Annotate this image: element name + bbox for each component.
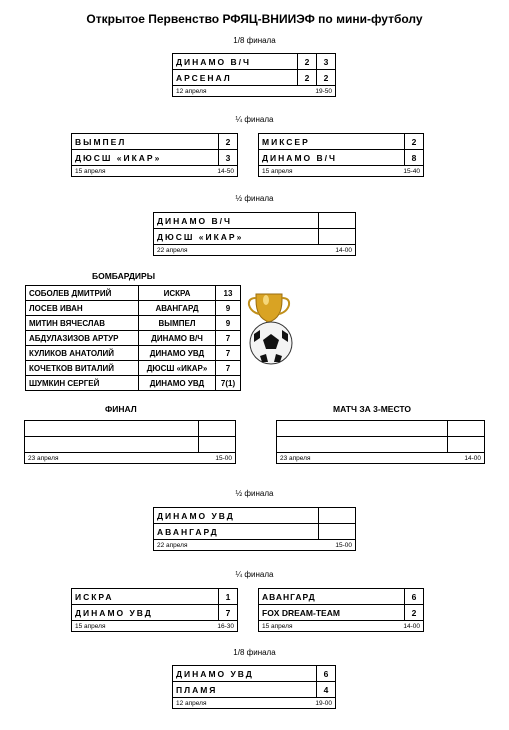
match-top-qf1 — [71, 133, 238, 177]
team-name: ВЫМПЕЛ — [72, 134, 219, 150]
team-name: МИКСЕР — [259, 134, 405, 150]
match-time: 15-40 — [403, 167, 420, 175]
team-name: АРСЕНАЛ — [173, 70, 298, 86]
score: 2 — [405, 134, 424, 150]
match-time: 14-00 — [335, 246, 352, 254]
scorers-table — [25, 285, 241, 391]
team-slot — [277, 437, 448, 453]
score: 7 — [219, 605, 238, 621]
scorer-goals: 7 — [216, 331, 241, 346]
match-time: 19-00 — [315, 699, 332, 707]
scorer-goals: 9 — [216, 301, 241, 316]
score: 2 — [405, 605, 424, 621]
team-name: ДИНАМО УВД — [173, 666, 317, 682]
scorer-goals: 7(1) — [216, 376, 241, 391]
team-slot — [25, 437, 199, 453]
team-slot — [25, 421, 199, 437]
team-name: ДИНАМО В/Ч — [154, 213, 319, 229]
score — [319, 524, 356, 540]
match-bottom-r16 — [172, 665, 336, 709]
score: 8 — [405, 150, 424, 166]
soccer-ball-icon — [248, 320, 294, 366]
scorer-team: ДИНАМО УВД — [139, 346, 216, 361]
scorer-row — [26, 286, 241, 301]
team-name: ДИНАМО УВД — [72, 605, 219, 621]
match-bottom-qf2 — [258, 588, 424, 632]
match-date: 23 апреля — [28, 454, 59, 462]
final-label: ФИНАЛ — [105, 404, 137, 414]
score — [319, 229, 356, 245]
match-date: 15 апреля — [75, 167, 106, 175]
page-title: Открытое Первенство РФЯЦ-ВНИИЭФ по мини-футболу — [86, 12, 423, 26]
scorer-team: ДИНАМО УВД — [139, 376, 216, 391]
team-name: ИСКРА — [72, 589, 219, 605]
score — [448, 421, 485, 437]
scorers-header: БОМБАРДИРЫ — [92, 271, 156, 281]
score — [319, 213, 356, 229]
score — [319, 508, 356, 524]
team-name: ДЮСШ «ИКАР» — [154, 229, 319, 245]
score: 6 — [405, 589, 424, 605]
match-time: 14-00 — [403, 622, 420, 630]
score — [448, 437, 485, 453]
stage-label: 1/8 финала — [233, 36, 276, 45]
score: 2 — [298, 70, 317, 86]
team-name: ДИНАМО УВД — [154, 508, 319, 524]
scorer-goals: 13 — [216, 286, 241, 301]
score — [199, 421, 236, 437]
scorer-goals: 9 — [216, 316, 241, 331]
scorer-team: ВЫМПЕЛ — [139, 316, 216, 331]
scorer-row — [26, 301, 241, 316]
scorer-name: ШУМКИН СЕРГЕЙ — [26, 376, 139, 391]
stage-label: ¼ финала — [235, 115, 274, 124]
stage-label: ¼ финала — [235, 570, 274, 579]
stage-label: 1/8 финала — [233, 648, 276, 657]
score: 3 — [317, 54, 336, 70]
scorer-team: АВАНГАРД — [139, 301, 216, 316]
scorer-row — [26, 376, 241, 391]
match-date: 22 апреля — [157, 541, 188, 549]
match-time: 16-30 — [217, 622, 234, 630]
team-name: ДИНАМО В/Ч — [259, 150, 405, 166]
scorer-team: ДИНАМО В/Ч — [139, 331, 216, 346]
match-final — [24, 420, 236, 464]
score: 6 — [317, 666, 336, 682]
score: 1 — [219, 589, 238, 605]
match-date: 15 апреля — [75, 622, 106, 630]
match-date: 22 апреля — [157, 246, 188, 254]
score — [199, 437, 236, 453]
team-name: ПЛАМЯ — [173, 682, 317, 698]
score: 2 — [298, 54, 317, 70]
stage-label: ½ финала — [235, 194, 274, 203]
scorer-name: МИТИН ВЯЧЕСЛАВ — [26, 316, 139, 331]
match-date: 12 апреля — [176, 699, 207, 707]
scorer-name: КОЧЕТКОВ ВИТАЛИЙ — [26, 361, 139, 376]
scorer-row — [26, 331, 241, 346]
scorer-team: ДЮСШ «ИКАР» — [139, 361, 216, 376]
scorer-team: ИСКРА — [139, 286, 216, 301]
third-place-label: МАТЧ ЗА 3-МЕСТО — [333, 404, 411, 414]
match-top-qf2 — [258, 133, 424, 177]
match-time: 19-50 — [315, 87, 332, 95]
match-date: 23 апреля — [280, 454, 311, 462]
team-name: АВАНГАРД — [259, 589, 405, 605]
stage-label: ½ финала — [235, 489, 274, 498]
team-name: ДИНАМО В/Ч — [173, 54, 298, 70]
team-name: FOX DREAM-TEAM — [259, 605, 405, 621]
team-slot — [277, 421, 448, 437]
match-date: 15 апреля — [262, 622, 293, 630]
scorer-goals: 7 — [216, 346, 241, 361]
match-bottom-sf — [153, 507, 356, 551]
match-time: 14-50 — [217, 167, 234, 175]
match-bottom-qf1 — [71, 588, 238, 632]
scorer-goals: 7 — [216, 361, 241, 376]
match-date: 15 апреля — [262, 167, 293, 175]
score: 2 — [219, 134, 238, 150]
score: 4 — [317, 682, 336, 698]
team-name: АВАНГАРД — [154, 524, 319, 540]
scorer-name: СОБОЛЕВ ДМИТРИЙ — [26, 286, 139, 301]
score: 3 — [219, 150, 238, 166]
match-date: 12 апреля — [176, 87, 207, 95]
match-third-place — [276, 420, 485, 464]
match-top-sf — [153, 212, 356, 256]
match-time: 15-00 — [215, 454, 232, 462]
scorer-row — [26, 361, 241, 376]
score: 2 — [317, 70, 336, 86]
scorer-name: ЛОСЕВ ИВАН — [26, 301, 139, 316]
scorer-row — [26, 346, 241, 361]
scorer-name: АБДУЛАЗИЗОВ АРТУР — [26, 331, 139, 346]
match-top-r16 — [172, 53, 336, 97]
team-name: ДЮСШ «ИКАР» — [72, 150, 219, 166]
match-time: 15-00 — [335, 541, 352, 549]
scorer-row — [26, 316, 241, 331]
scorer-name: КУЛИКОВ АНАТОЛИЙ — [26, 346, 139, 361]
match-time: 14-00 — [464, 454, 481, 462]
